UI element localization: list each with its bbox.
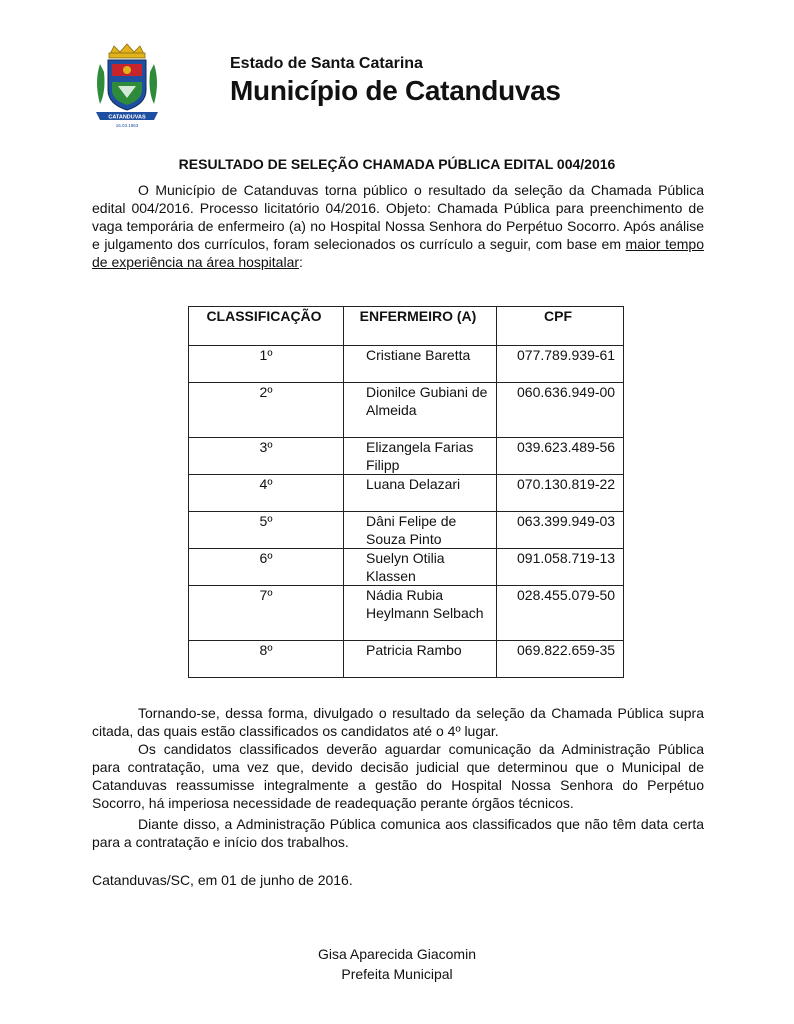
contracting-paragraph — [92, 740, 704, 812]
cell-name: Cristiane Baretta — [344, 346, 497, 383]
result-paragraph — [92, 704, 704, 740]
signatory-role: Prefeita Municipal — [341, 966, 453, 982]
date-line: Catanduvas/SC, em 01 de junho de 2016. — [92, 872, 353, 888]
header-enfermeiro: ENFERMEIRO (A) — [344, 307, 497, 346]
cell-name: Dâni Felipe de Souza Pinto — [344, 512, 497, 549]
cell-cpf: 069.822.659-35 — [497, 641, 624, 678]
contracting-text: Os candidatos classificados deverão aguardar comunicação da Administração Pública para contratação, uma vez que, devido decisão judicial que determinou que o Municipal de Catanduvas reassumisse integralmente a gestão do Hospital Nossa Senhora do Perpétuo Socorro, há imperiosa necessidade de readequação perante órgãos técnicos. — [92, 741, 704, 811]
cell-rank: 1º — [189, 346, 344, 383]
cell-cpf: 070.130.819-22 — [497, 475, 624, 512]
cell-name: Patricia Rambo — [344, 641, 497, 678]
cell-cpf: 077.789.939-61 — [497, 346, 624, 383]
notice-text: Diante disso, a Administração Pública comunica aos classificados que não têm data certa para a contratação e início dos trabalhos. — [92, 816, 704, 850]
cell-rank: 4º — [189, 475, 344, 512]
cell-rank: 6º — [189, 549, 344, 586]
cell-cpf: 028.455.079-50 — [497, 586, 624, 641]
municipal-crest-icon — [92, 42, 162, 132]
table-row — [189, 475, 624, 512]
cell-cpf: 091.058.719-13 — [497, 549, 624, 586]
notice-paragraph — [92, 815, 704, 851]
table-row — [189, 346, 624, 383]
cell-rank: 7º — [189, 586, 344, 641]
state-name: Estado de Santa Catarina — [230, 55, 423, 72]
intro-underlined-criterion: maior tempo de experiência na área hospitalar — [92, 236, 704, 270]
cell-name: Luana Delazari — [344, 475, 497, 512]
cell-name: Elizangela Farias Filipp — [344, 438, 497, 475]
intro-paragraph — [92, 181, 704, 271]
intro-text: O Município de Catanduvas torna público o resultado da seleção da Chamada Pública edital 004/2016. Processo licitatório 04/2016. Objeto: Chamada Pública para preenchimento de vaga temporária de enfermeiro (a) no Hospital Nossa Senhora do Perpétuo Socorro. Após análise e julgamento dos currículos, foram selecionados os currículo a seguir, com base em — [92, 182, 704, 252]
cell-name: Nádia Rubia Heylmann Selbach — [344, 586, 497, 641]
result-text: Tornando-se, dessa forma, divulgado o resultado da seleção da Chamada Pública supra citada, das quais estão classificados os candidatos até o 4º lugar. — [92, 705, 704, 739]
document-title: RESULTADO DE SELEÇÃO CHAMADA PÚBLICA EDITAL 004/2016 — [178, 156, 616, 172]
table-row — [189, 549, 624, 586]
table-row — [189, 586, 624, 641]
municipality-name: Município de Catanduvas — [230, 75, 561, 106]
cell-cpf: 060.636.949-00 — [497, 383, 624, 438]
header-classificacao: CLASSIFICAÇÃO — [189, 307, 344, 346]
cell-name: Dionilce Gubiani de Almeida — [344, 383, 497, 438]
crest-date-text: 16.03.1963 — [115, 123, 139, 128]
table-row — [189, 512, 624, 549]
header-cpf: CPF — [497, 307, 624, 346]
table-row — [189, 438, 624, 475]
crest-banner-text: CATANDUVAS — [108, 114, 146, 121]
letterhead — [92, 42, 652, 132]
letterhead-text — [230, 54, 561, 108]
cell-rank: 5º — [189, 512, 344, 549]
signature-block — [0, 944, 794, 984]
cell-rank: 2º — [189, 383, 344, 438]
table-row — [189, 383, 624, 438]
cell-name: Suelyn Otilia Klassen — [344, 549, 497, 586]
signatory-name: Gisa Aparecida Giacomin — [318, 946, 476, 962]
table-row — [189, 641, 624, 678]
intro-end: : — [299, 254, 303, 270]
table-header-row — [189, 307, 624, 346]
results-table — [188, 306, 624, 678]
cell-cpf: 039.623.489-56 — [497, 438, 624, 475]
cell-rank: 8º — [189, 641, 344, 678]
cell-rank: 3º — [189, 438, 344, 475]
cell-cpf: 063.399.949-03 — [497, 512, 624, 549]
